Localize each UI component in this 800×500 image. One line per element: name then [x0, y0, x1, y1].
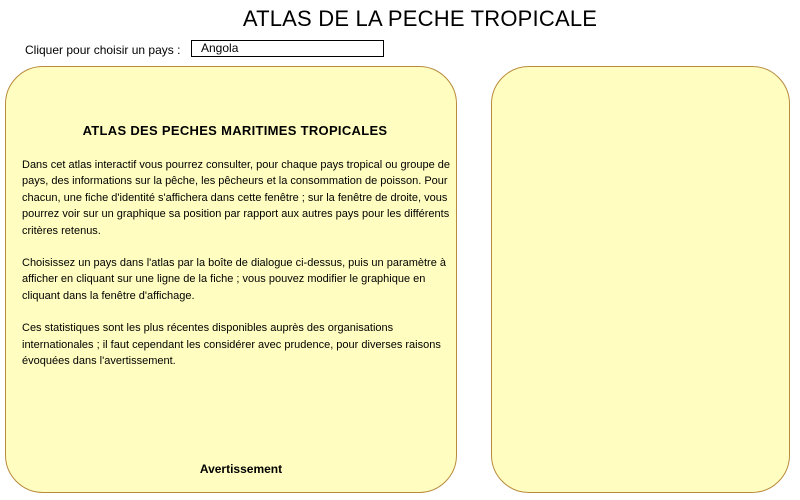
page-title: ATLAS DE LA PECHE TROPICALE	[242, 6, 598, 31]
country-chooser-label: Cliquer pour choisir un pays :	[25, 43, 181, 57]
info-paragraph: Ces statistiques sont les plus récentes disponibles auprès des organisations internationales ; il faut cependant les considérer avec prudence, pour diverses raisons évoquées dans l'avertissement.	[22, 322, 441, 368]
info-panel-heading: ATLAS DES PECHES MARITIMES TROPICALES	[82, 123, 388, 138]
country-select[interactable]: Angola	[191, 40, 384, 57]
warning-link[interactable]: Avertissement	[199, 462, 283, 476]
info-paragraph: Dans cet atlas interactif vous pourrez consulter, pour chaque pays tropical ou groupe de pays, des informations sur la pêche, les pêcheurs et la consommation de poisson. Pour chacun, une fiche d'identité s'affichera dans cette fenêtre ; sur la fenêtre de droite, vous pourrez voir sur un graphique sa position par rapport aux autres pays pour les différents critères retenus.	[22, 159, 451, 237]
info-panel	[5, 66, 457, 493]
info-panel-text	[22, 157, 452, 385]
graph-panel[interactable]	[491, 66, 790, 493]
info-paragraph: Choisissez un pays dans l'atlas par la boîte de dialogue ci-dessus, puis un paramètre à afficher en cliquant sur une ligne de la fiche ; vous pouvez modifier le graphique en cliquant dans la fenêtre d'affichage.	[22, 257, 447, 302]
